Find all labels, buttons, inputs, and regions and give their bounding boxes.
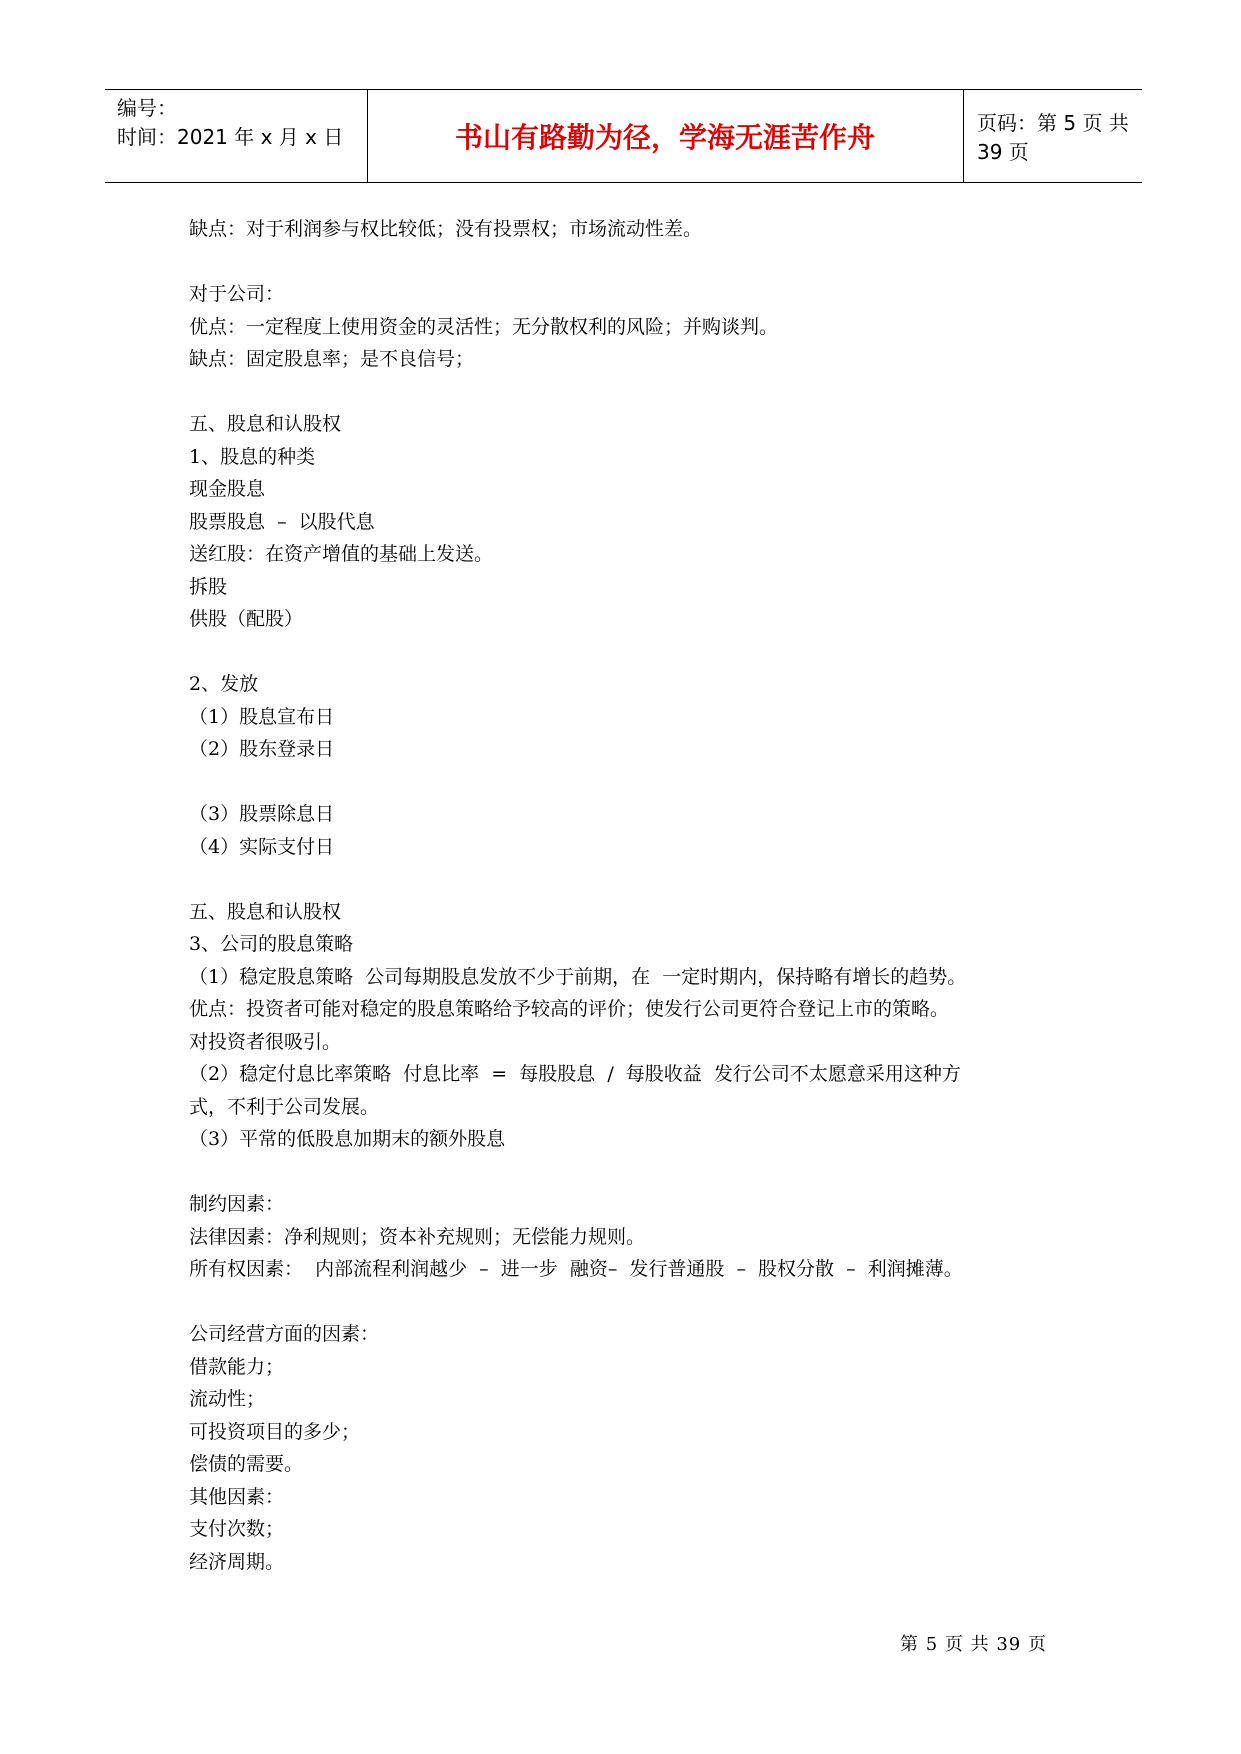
body-line: 其他因素： (189, 1485, 285, 1508)
blank-line (189, 636, 1089, 669)
document-number-label: 编号： (117, 96, 177, 120)
body-line: 供股（配股） (189, 608, 304, 630)
body-line: （3）平常的低股息加期末的额外股息 (189, 1128, 506, 1150)
body-line: 借款能力； (189, 1355, 285, 1378)
document-body (189, 213, 1089, 1578)
blank-line (189, 376, 1089, 409)
body-line: 股票股息 – 以股代息 (189, 510, 375, 533)
body-line: 对于公司： (189, 283, 285, 305)
body-line: （4）实际支付日 (189, 835, 335, 858)
document-time-label: 时间：2021 年 x 月 x 日 (117, 125, 344, 149)
body-line: 对投资者很吸引。 (189, 1030, 342, 1053)
body-line: 所有权因素： 内部流程利润越少 – 进一步 融资– 发行普通股 – 股权分散 – 利润摊薄。 (189, 1258, 963, 1280)
body-line: （1）稳定股息策略 公司每期股息发放不少于前期，在 一定时期内，保持略有增长的趋势。 (189, 965, 967, 988)
header-page-number: 页码：第 5 页 共 39 页 (977, 111, 1129, 164)
header-meta (117, 94, 362, 178)
body-line: 可投资项目的多少； (189, 1420, 361, 1443)
body-line: 3、公司的股息策略 (189, 933, 354, 955)
header-divider (963, 90, 964, 182)
blank-line (189, 246, 1089, 279)
body-line: （2）股东登录日 (189, 738, 335, 760)
body-line: 缺点：固定股息率；是不良信号； (189, 348, 475, 370)
body-line: 经济周期。 (189, 1550, 285, 1573)
blank-line (189, 1156, 1089, 1189)
body-line: 缺点：对于利润参与权比较低；没有投票权；市场流动性差。 (189, 218, 703, 240)
blank-line (189, 1286, 1089, 1319)
body-line: 流动性； (189, 1388, 266, 1410)
body-line: 1、股息的种类 (189, 445, 316, 468)
page-footer: 第 5 页 共 39 页 (900, 1634, 1047, 1655)
body-line: 制约因素： (189, 1193, 285, 1215)
page-header (105, 89, 1142, 183)
body-line: 支付次数； (189, 1518, 285, 1540)
body-line: （2）稳定付息比率策略 付息比率 = 每股股息 / 每股收益 发行公司不太愿意采用这种方 (189, 1063, 961, 1085)
body-line: 优点：一定程度上使用资金的灵活性；无分散权利的风险；并购谈判。 (189, 315, 779, 338)
body-line: 公司经营方面的因素： (189, 1323, 380, 1345)
blank-line (189, 863, 1089, 896)
body-line: 送红股：在资产增值的基础上发送。 (189, 543, 494, 565)
body-line: 偿债的需要。 (189, 1453, 304, 1475)
body-line: 式，不利于公司发展。 (189, 1095, 380, 1118)
body-line: 现金股息 (189, 478, 266, 500)
body-line: 优点：投资者可能对稳定的股息策略给予较高的评价；使发行公司更符合登记上市的策略。 (189, 998, 950, 1020)
body-line: 拆股 (189, 575, 228, 598)
body-line: 五、股息和认股权 (189, 413, 342, 435)
body-line: （3）股票除息日 (189, 803, 335, 825)
blank-line (189, 766, 1089, 799)
body-line: 2、发放 (189, 673, 259, 695)
body-line: （1）股息宣布日 (189, 705, 335, 728)
body-line: 法律因素：净利规则；资本补充规则；无偿能力规则。 (189, 1225, 646, 1248)
body-line: 五、股息和认股权 (189, 900, 342, 923)
header-motto: 书山有路勤为径，学海无涯苦作舟 (454, 121, 875, 154)
